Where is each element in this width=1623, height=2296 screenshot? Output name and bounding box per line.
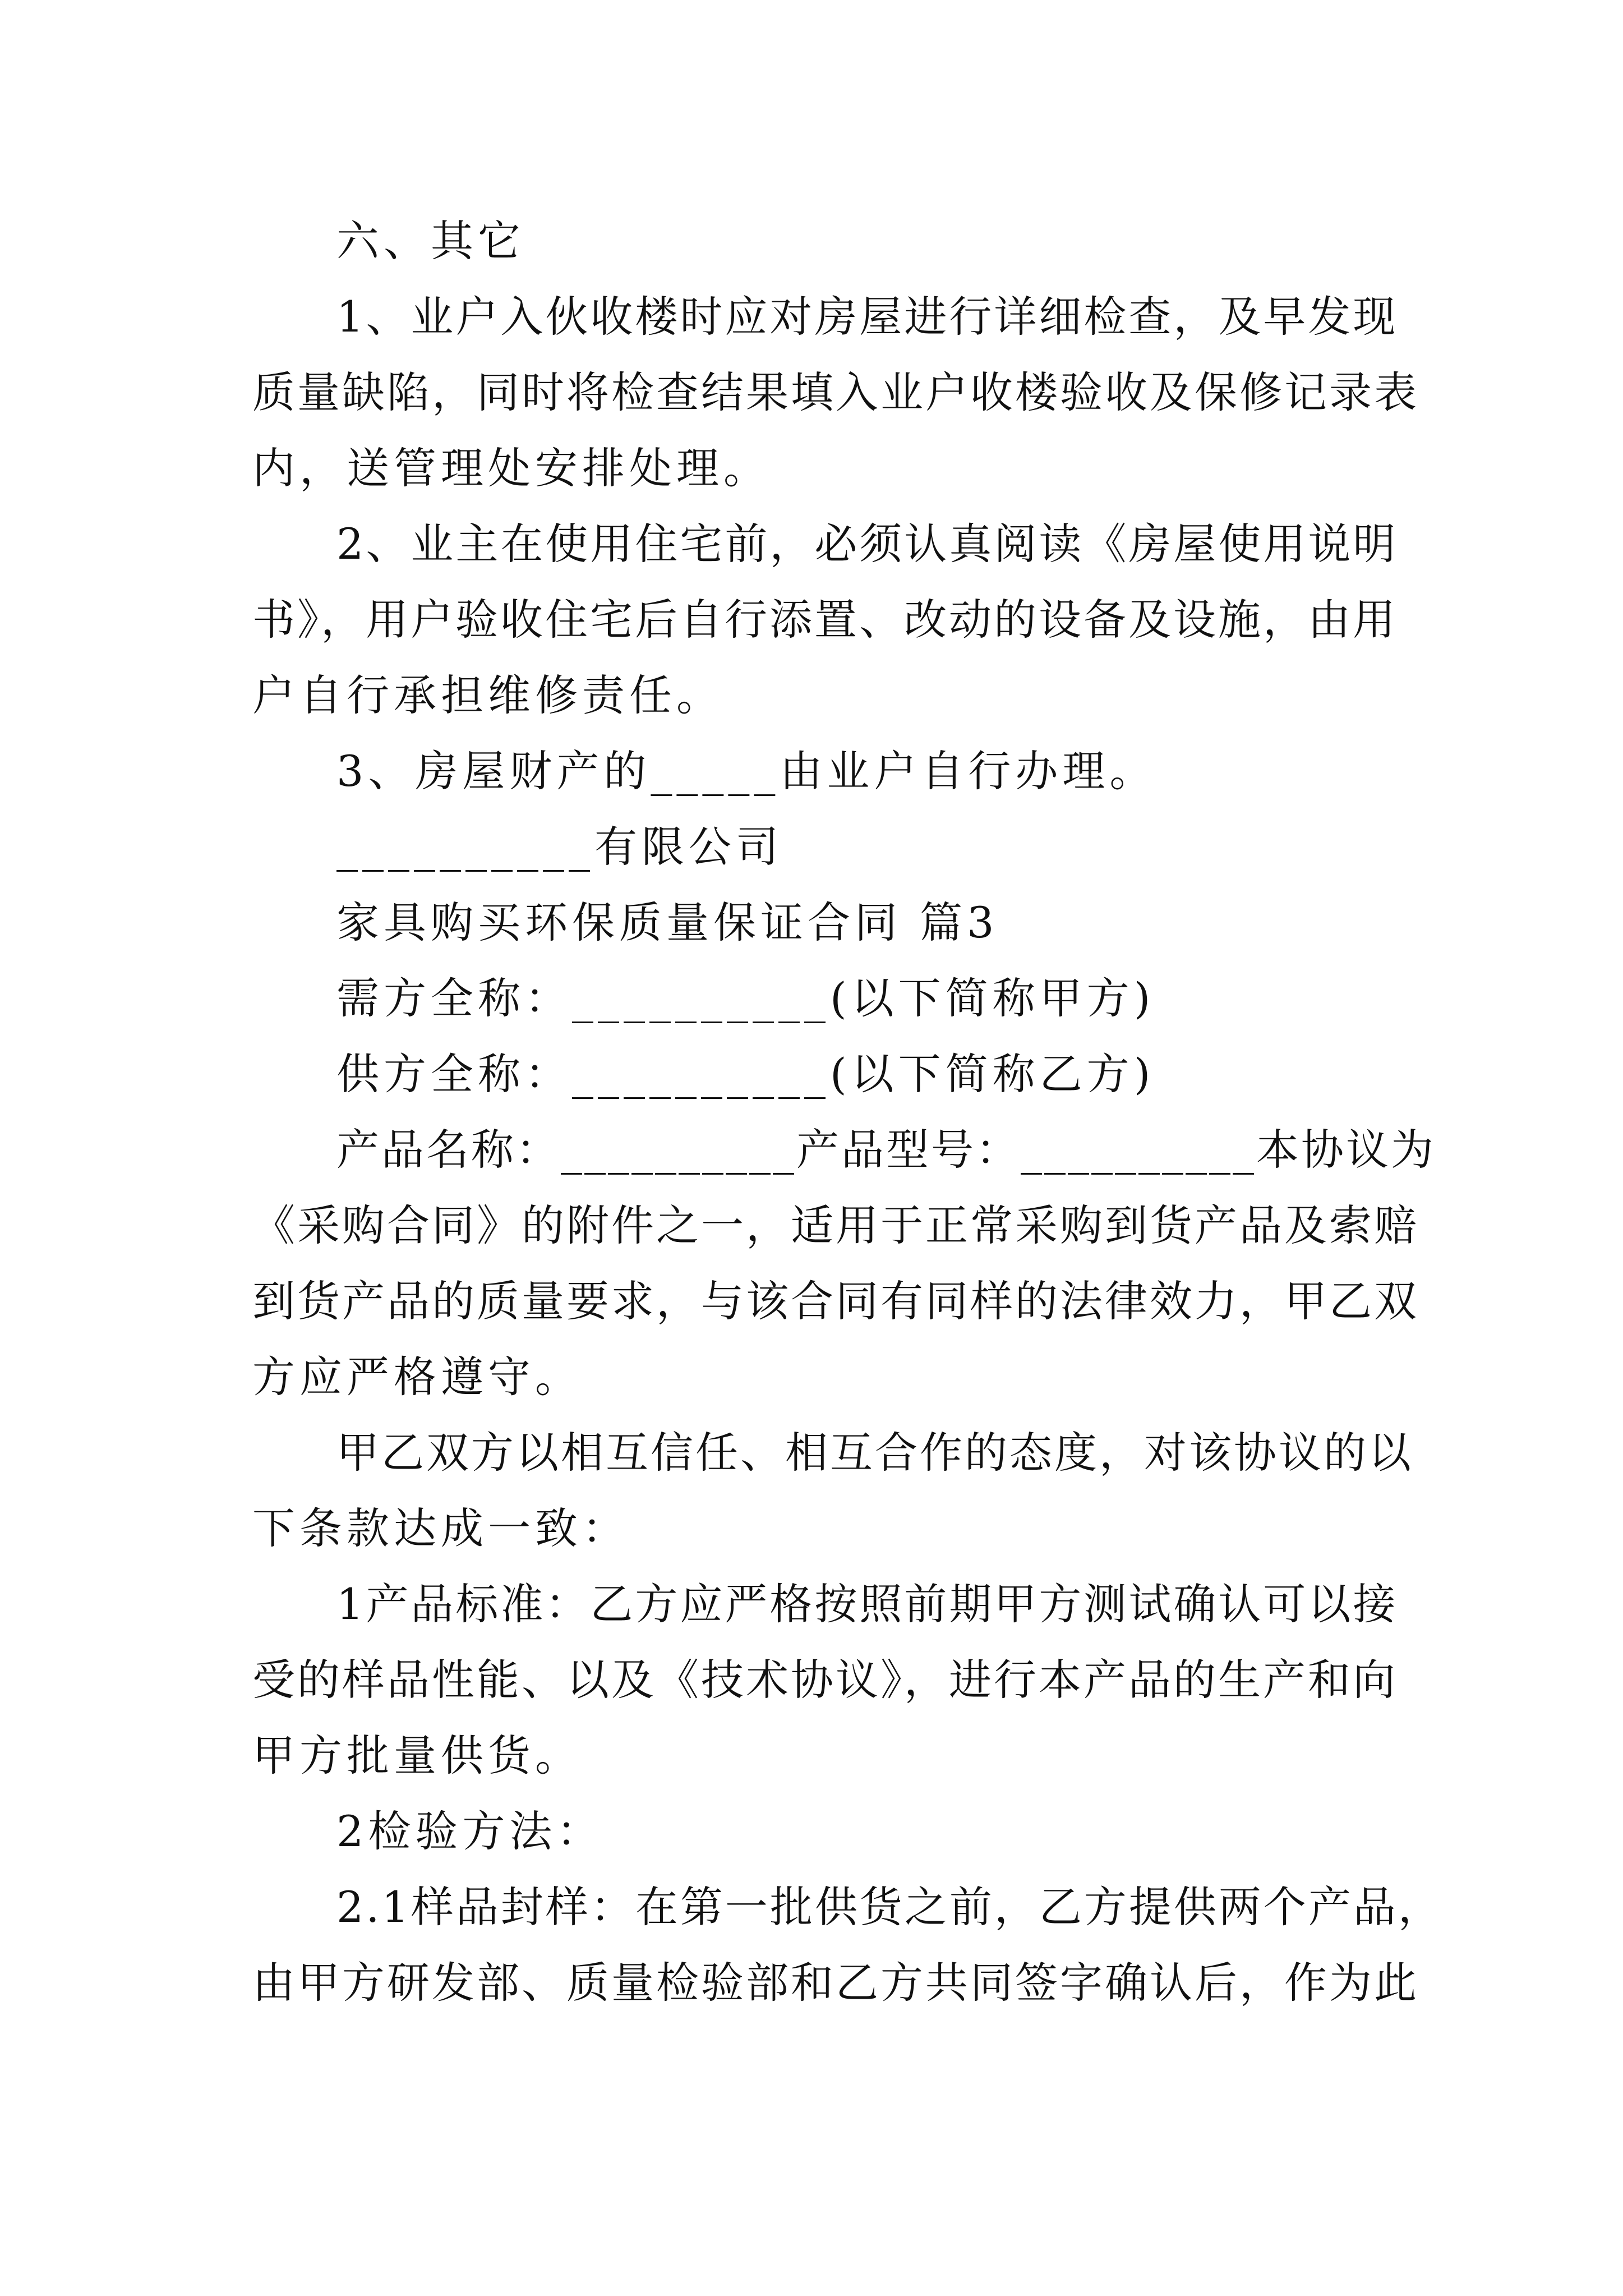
paragraph-line: 方应严格遵守。 [252,1352,582,1402]
section-heading: 六、其它 [336,216,525,266]
clause-line: 1产品标准：乙方应严格按照前期甲方测试确认可以接 [336,1579,1398,1629]
clause-line: 受的样品性能、以及《技术协议》，进行本产品的生产和向 [252,1655,1398,1705]
paragraph-line: 《采购合同》的附件之一，适用于正常采购到货产品及索赔 [252,1200,1419,1250]
paragraph-line: 书》，用户验收住宅后自行添置、改动的设备及设施，由用 [252,595,1398,645]
clause-heading: 2检验方法： [336,1806,604,1856]
contract-title: 家具购买环保质量保证合同 篇3 [336,898,999,947]
paragraph-line: 内，送管理处安排处理。 [252,443,771,493]
product-info-line: 产品名称：__________产品型号：__________本协议为 [336,1125,1436,1175]
paragraph-line: 2、业主在使用住宅前，必须认真阅读《房屋使用说明 [336,519,1398,569]
buyer-name-line: 需方全称：__________(以下简称甲方) [336,973,1155,1023]
company-name-line: __________有限公司 [336,822,783,872]
paragraph-line: 1、业户入伙收楼时应对房屋进行详细检查，及早发现 [336,292,1398,342]
supplier-name-line: 供方全称：__________(以下简称乙方) [336,1049,1155,1099]
clause-line: 由甲方研发部、质量检验部和乙方共同签字确认后，作为此 [252,1958,1419,2008]
paragraph-line: 户自行承担维修责任。 [252,670,723,720]
paragraph-line: 到货产品的质量要求，与该合同有同样的法律效力，甲乙双 [252,1276,1419,1326]
paragraph-line: 下条款达成一致： [252,1503,629,1553]
paragraph-line: 甲乙双方以相互信任、相互合作的态度，对该协议的以 [336,1428,1413,1478]
paragraph-line: 3、房屋财产的_____由业户自行办理。 [336,746,1157,796]
paragraph-line: 质量缺陷，同时将检查结果填入业户收楼验收及保修记录表 [252,367,1419,417]
clause-line: 甲方批量供货。 [252,1731,582,1780]
clause-line: 2.1样品封样：在第一批供货之前，乙方提供两个产品， [336,1882,1443,1932]
